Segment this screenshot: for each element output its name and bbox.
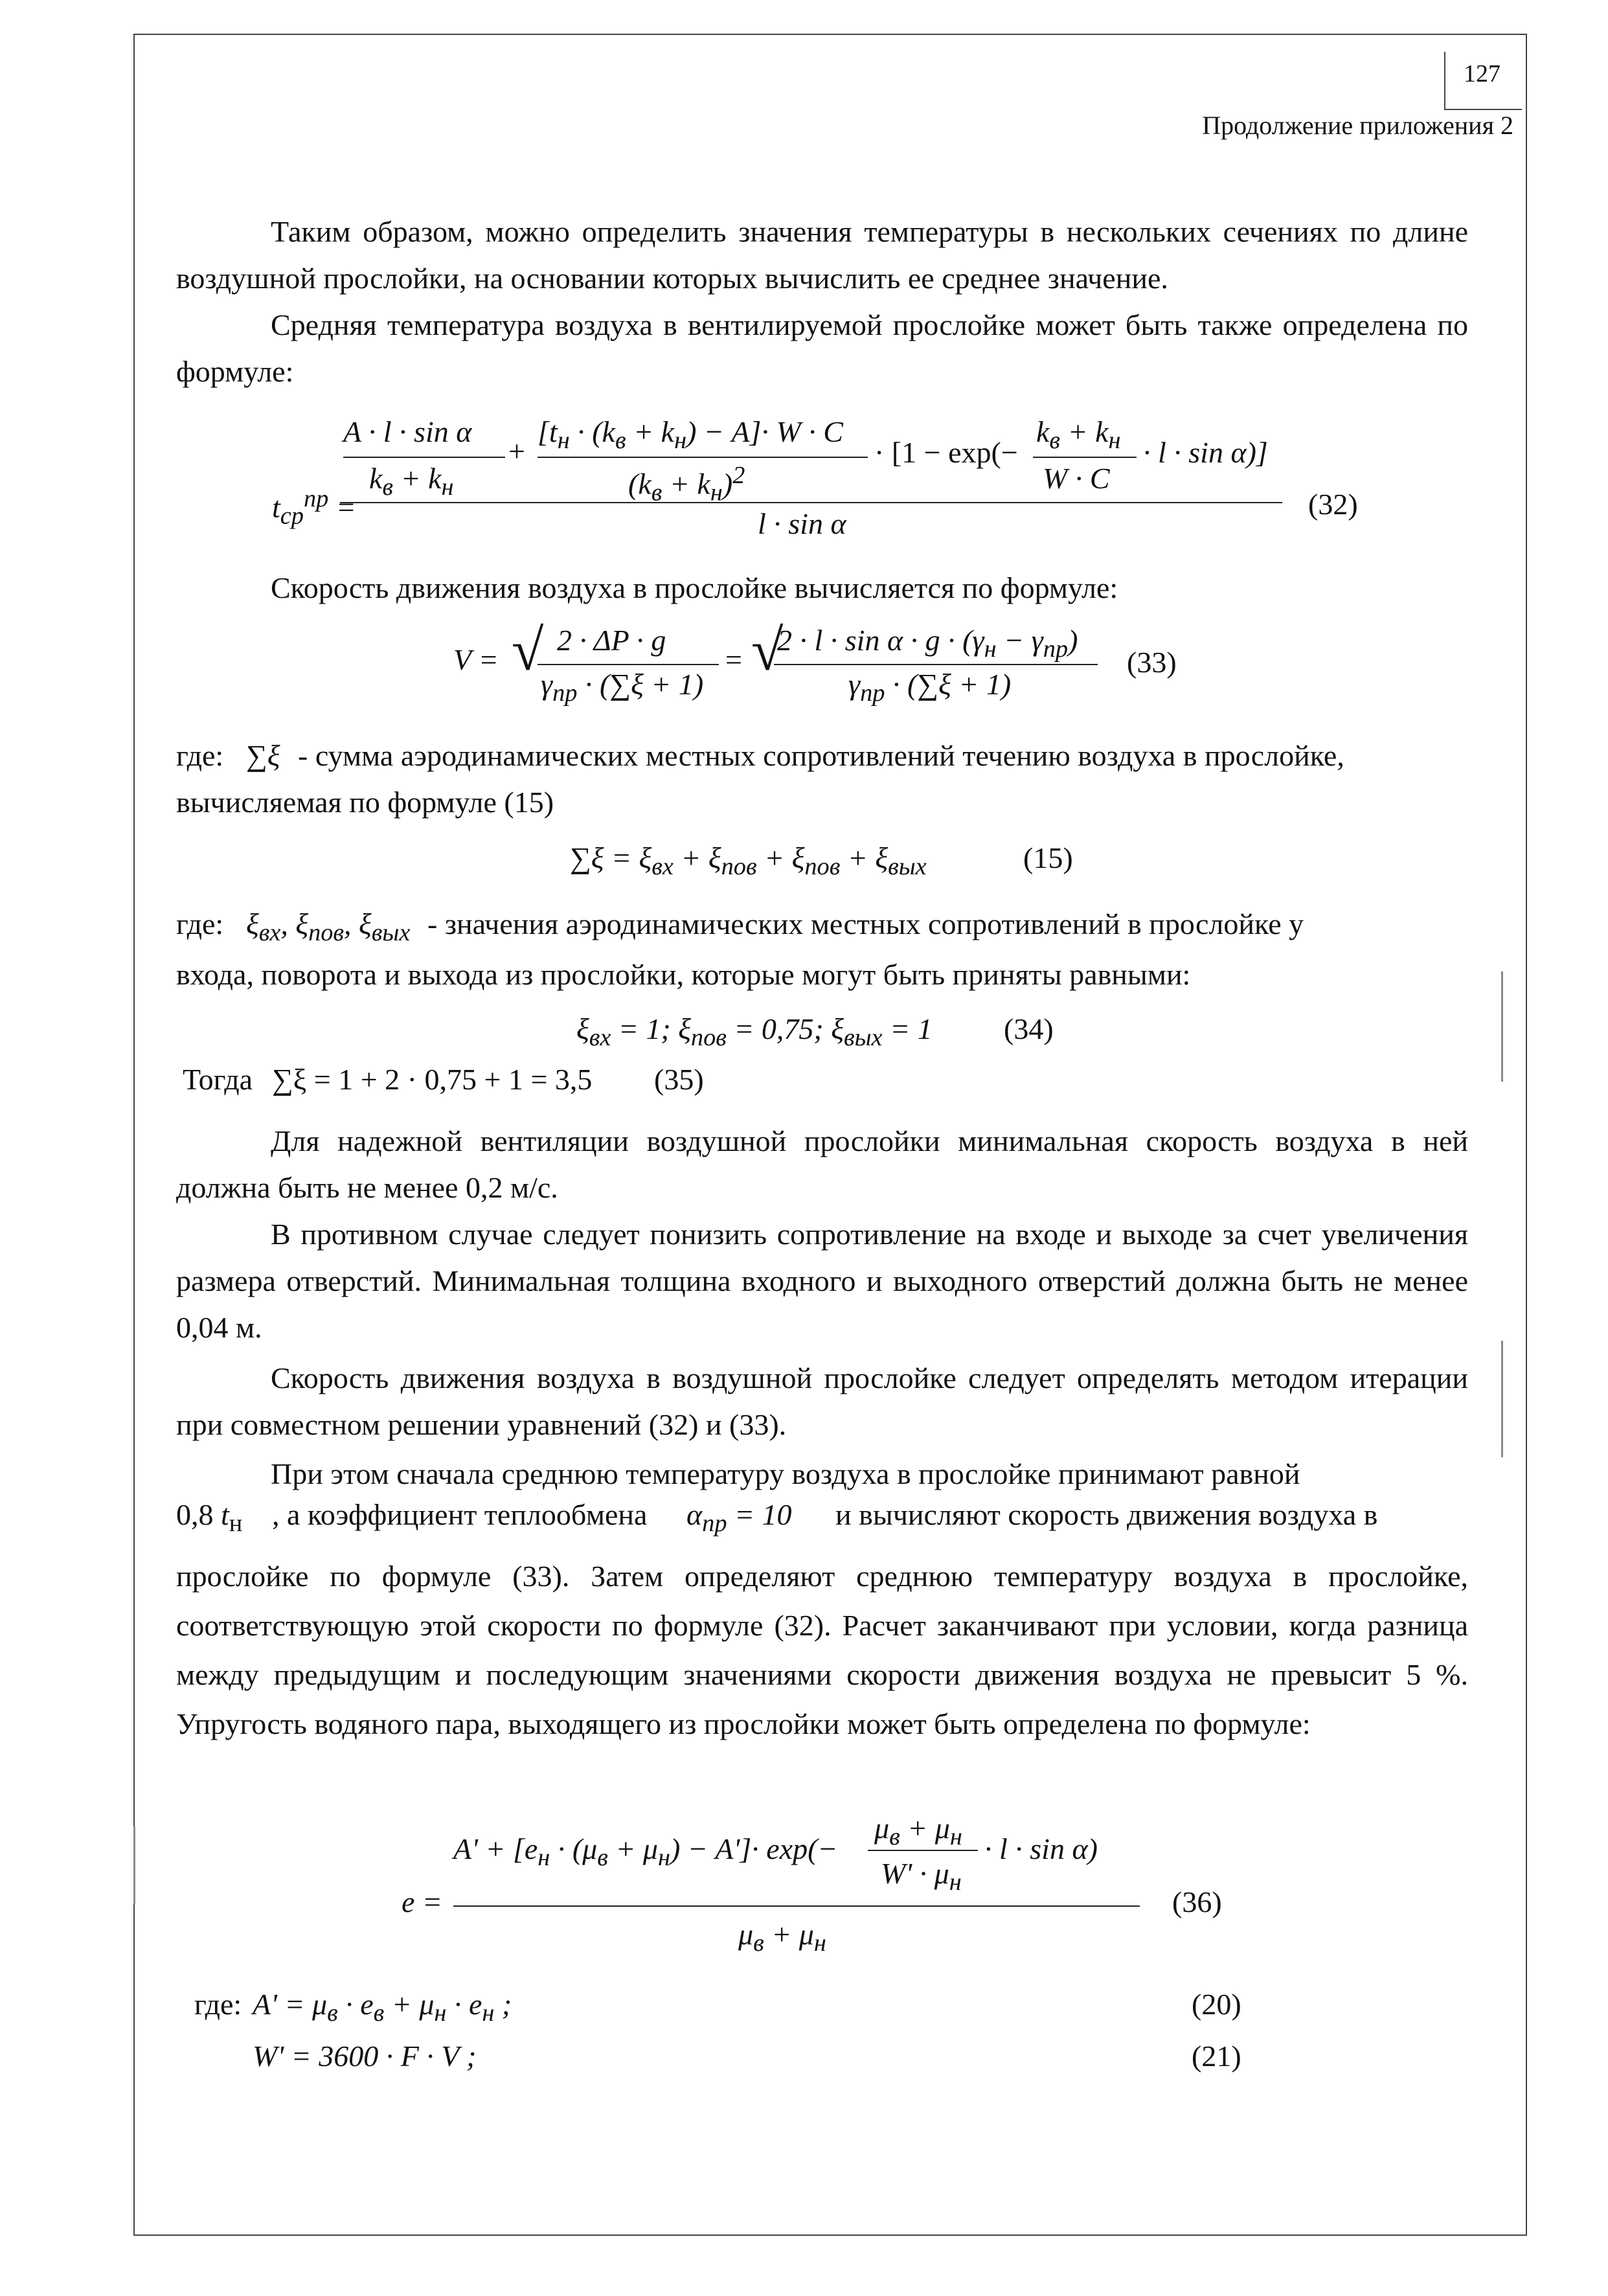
paragraph: Скорость движения воздуха в воздушной прослойке следует определять методом итерации при совместном решении уравнений (32) и (33). — [176, 1361, 1468, 1441]
paragraph: При этом сначала среднюю температуру воздуха в прослойке принимают равной — [271, 1457, 1300, 1490]
paragraph: - значения аэродинамических местных сопротивлений в прослойке у — [427, 907, 1304, 940]
scan-mark — [1501, 972, 1503, 1082]
paragraph: Для надежной вентиляции воздушной прослойки минимальная скорость воздуха в ней должна быть не менее 0,2 м/с. — [176, 1124, 1468, 1204]
then-label: Тогда — [183, 1063, 253, 1096]
alpha-value: $\alpha_{пр} = 10$ — [686, 1498, 792, 1538]
equation-number: (15) — [1023, 841, 1073, 874]
paragraph: - сумма аэродинамических местных сопротивлений течению воздуха в прослойке, — [298, 739, 1344, 772]
equation-number: (34) — [1004, 1012, 1054, 1045]
where-label: где: — [194, 1988, 242, 2021]
paragraph: Таким образом, можно определить значения температуры в нескольких сечениях по длине воздушной прослойки, на основании которых вычислить ее среднее значение. — [176, 215, 1468, 295]
scan-mark — [133, 1826, 135, 1904]
paragraph: , а коэффициент теплообмена — [272, 1498, 648, 1531]
sum-xi: ∑ξ — [246, 739, 280, 772]
scan-mark — [1501, 1341, 1503, 1457]
formula-34: $\xi_{вх} = 1$; $\xi_{пов} = 0,75$; $\xi_{вых} = 1$ — [576, 1012, 933, 1052]
t-value: 0,8 $t_н$ — [176, 1498, 243, 1538]
paragraph: Средняя температура воздуха в вентилируемой прослойке может быть также определена по формуле: — [176, 308, 1468, 388]
formula-21: W' = 3600 · F · V ; — [253, 2040, 477, 2073]
formula-15: $\sum\xi = \xi_{вх} + \xi_{пов} + \xi_{пов} + \xi_{вых}$ — [570, 841, 927, 881]
paragraph: и вычисляют скорость движения воздуха в — [835, 1498, 1378, 1531]
paragraph: входа, поворота и выхода из прослойки, которые могут быть приняты равными: — [176, 958, 1191, 991]
paragraph: прослойке по формуле (33). Затем определяют среднюю температуру воздуха в прослойке, соответствующую этой скорости по формуле (32). Расчет заканчивают при условии, когда разница между предыдущим и последующим значениями скорости движения воздуха не превысит 5 %. Упругость водяного пара, выходящего из прослойки может быть определена по формуле: — [176, 1560, 1468, 1740]
equation-number: (32) — [1308, 488, 1358, 521]
equation-number: (36) — [1172, 1885, 1222, 1918]
paragraph: Скорость движения воздуха в прослойке вычисляется по формуле: — [271, 571, 1118, 604]
paragraph: вычисляемая по формуле (15) — [176, 786, 554, 819]
equation-number: (35) — [654, 1063, 704, 1096]
paragraph: В противном случае следует понизить сопротивление на входе и выходе за счет увеличения размера отверстий. Минимальная толщина входного и выходного отверстий должна быть не менее 0,04 м. — [176, 1218, 1468, 1344]
xi-list: $\xi_{вх}$, $\xi_{пов}$, $\xi_{вых}$ — [246, 907, 411, 947]
equation-number: (21) — [1192, 2040, 1241, 2073]
page-number: 127 — [1464, 60, 1500, 87]
equation-number: (20) — [1192, 1988, 1241, 2021]
equation-number: (33) — [1127, 646, 1177, 679]
where-label: где: — [176, 739, 224, 772]
formula-35: ∑ξ = 1 + 2 · 0,75 + 1 = 3,5 — [272, 1063, 593, 1096]
formula-20: $A' = \mu_в \cdot e_в + \mu_н \cdot e_н$ ; — [253, 1988, 512, 2027]
continuation-label: Продолжение приложения 2 — [1202, 111, 1513, 140]
where-label: где: — [176, 907, 224, 940]
